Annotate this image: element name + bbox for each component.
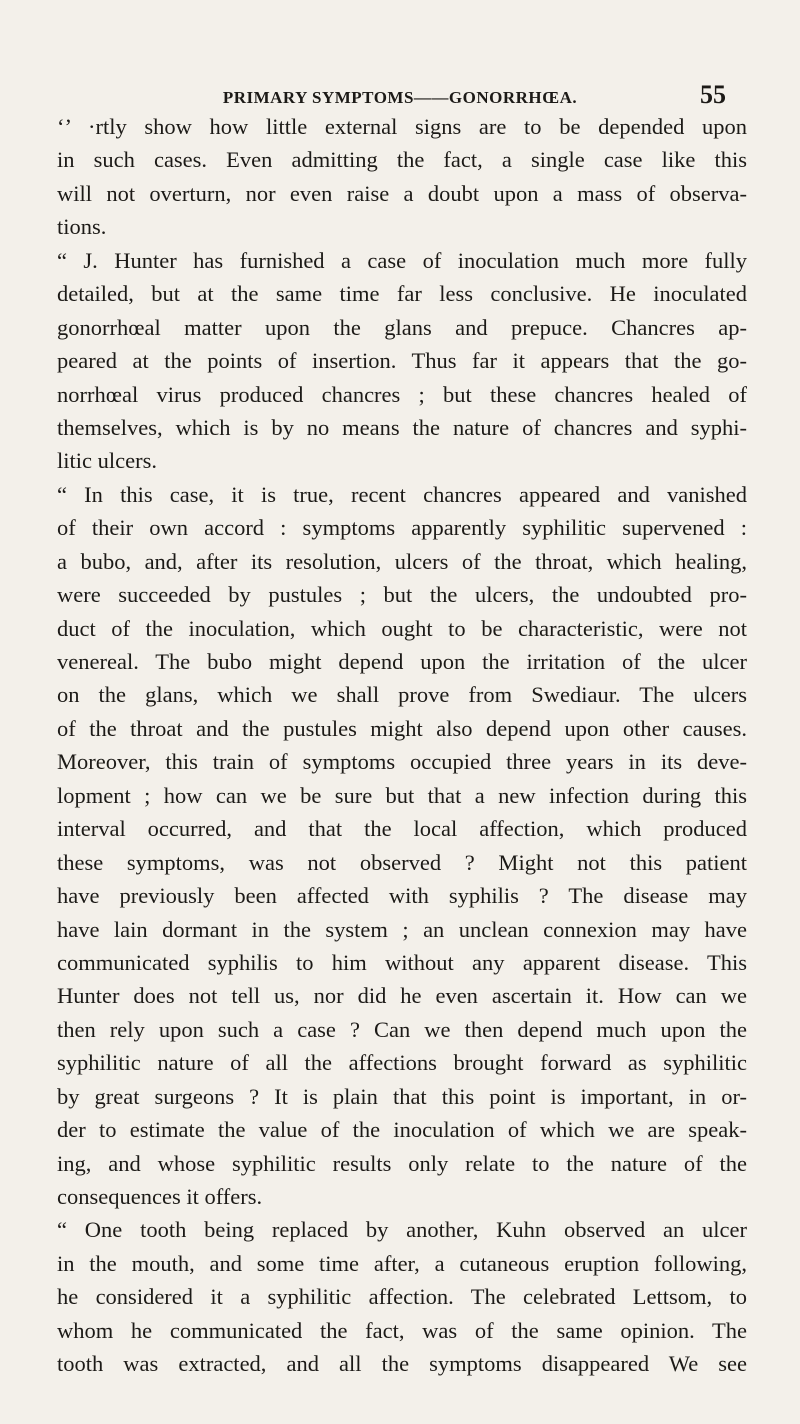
text-line: “ J. Hunter has furnished a case of inoculation much more fully xyxy=(57,247,747,273)
text-line: themselves, which is by no means the nature of chancres and syphi- xyxy=(57,414,747,440)
text-line: of the throat and the pustules might also depend upon other causes. xyxy=(57,715,747,741)
text-line: tions. xyxy=(57,214,107,240)
text-line: Hunter does not tell us, nor did he even ascertain it. How can we xyxy=(57,983,747,1009)
page-number: 55 xyxy=(700,80,726,109)
text-line: “ In this case, it is true, recent chancres appeared and vanished xyxy=(57,481,747,507)
text-line: ing, and whose syphilitic results only relate to the nature of the xyxy=(57,1150,747,1176)
text-line: der to estimate the value of the inoculation of which we are speak- xyxy=(57,1117,747,1143)
text-line: communicated syphilis to him without any apparent disease. This xyxy=(57,949,747,975)
text-line: ‘’ ·rtly show how little external signs are to be depended upon xyxy=(57,114,747,139)
text-line: on the glans, which we shall prove from Swediaur. The ulcers xyxy=(57,682,747,708)
text-line: a bubo, and, after its resolution, ulcers of the throat, which healing, xyxy=(57,548,747,574)
text-line: of their own accord : symptoms apparently syphilitic supervened : xyxy=(57,515,747,541)
text-line: “ One tooth being replaced by another, Kuhn observed an ulcer xyxy=(57,1217,747,1243)
text-line: lopment ; how can we be sure but that a new infection during this xyxy=(57,782,747,808)
text-line: Moreover, this train of symptoms occupied three years in its deve- xyxy=(57,749,747,775)
text-line: these symptoms, was not observed ? Might not this patient xyxy=(57,849,747,875)
text-line: have lain dormant in the system ; an unclean connexion may have xyxy=(57,916,747,942)
text-line: were succeeded by pustules ; but the ulcers, the undoubted pro- xyxy=(57,582,747,608)
text-line: litic ulcers. xyxy=(57,448,157,474)
text-line: venereal. The bubo might depend upon the irritation of the ulcer xyxy=(57,649,747,674)
text-line: then rely upon such a case ? Can we then depend much upon the xyxy=(57,1016,747,1042)
text-line: by great surgeons ? It is plain that this point is important, in or- xyxy=(57,1083,747,1109)
text-line: peared at the points of insertion. Thus far it appears that the go- xyxy=(57,348,747,374)
text-line: tooth was extracted, and all the symptoms disappeared We see xyxy=(57,1351,747,1377)
running-head: PRIMARY SYMPTOMS——GONORRHŒA. xyxy=(222,88,578,107)
text-line: detailed, but at the same time far less conclusive. He inoculated xyxy=(57,281,747,307)
text-line: consequences it offers. xyxy=(57,1184,263,1209)
text-line: duct of the inoculation, which ought to be characteristic, were not xyxy=(57,615,747,641)
body-text xyxy=(57,110,747,1381)
text-line: norrhœal virus produced chancres ; but these chancres healed of xyxy=(57,381,747,407)
text-line: interval occurred, and that the local affection, which produced xyxy=(57,816,747,842)
text-line: gonorrhœal matter upon the glans and prepuce. Chancres ap- xyxy=(57,314,747,340)
text-line: he considered it a syphilitic affection. The celebrated Lettsom, to xyxy=(57,1284,747,1310)
text-line: syphilitic nature of all the affections brought forward as syphilitic xyxy=(57,1050,747,1076)
text-line: have previously been affected with syphilis ? The disease may xyxy=(57,883,747,909)
text-line: will not overturn, nor even raise a doubt upon a mass of observa- xyxy=(57,180,747,206)
text-line: in the mouth, and some time after, a cutaneous eruption following, xyxy=(57,1250,747,1276)
text-line: in such cases. Even admitting the fact, a single case like this xyxy=(57,147,747,173)
text-line: whom he communicated the fact, was of the same opinion. The xyxy=(57,1317,747,1343)
